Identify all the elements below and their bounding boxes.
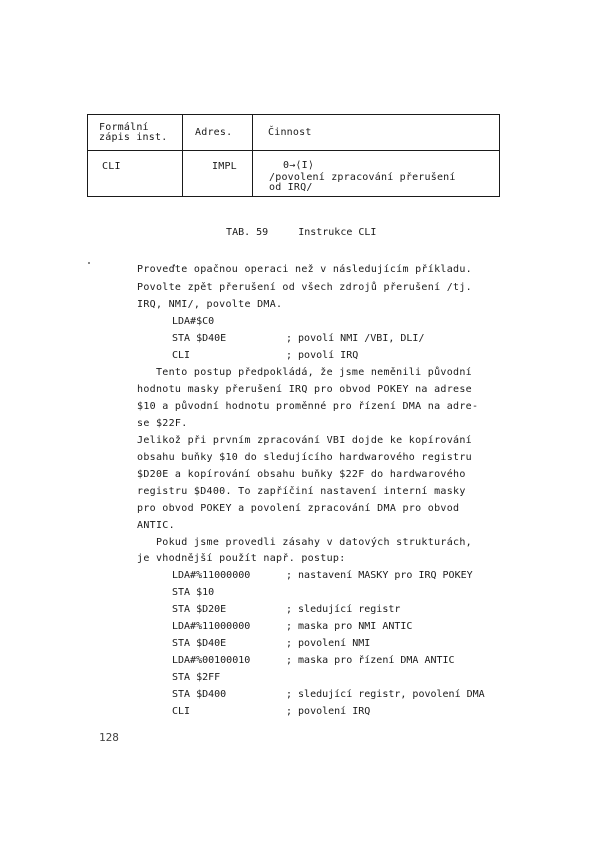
code-instruction: STA $D40E xyxy=(172,638,227,649)
paragraph-line: Proveďte opačnou operaci než v následujícím příkladu. xyxy=(137,264,472,275)
table-divider xyxy=(252,115,253,196)
code-instruction: STA $2FF xyxy=(172,672,221,683)
header-formal-notation: Formální zápis inst. xyxy=(99,122,168,143)
code-instruction: LDA#%11000000 xyxy=(172,570,251,581)
header-action: Činnost xyxy=(268,127,312,138)
table-divider xyxy=(88,150,499,151)
code-comment: ; maska pro řízení DMA ANTIC xyxy=(286,655,455,666)
instruction-table xyxy=(87,114,500,197)
paragraph-line: IRQ, NMI/, povolte DMA. xyxy=(137,299,283,310)
code-instruction: LDA#$C0 xyxy=(172,316,215,327)
code-comment: ; sledující registr, povolení DMA xyxy=(286,689,485,700)
paragraph-line: Jelikož při prvním zpracování VBI dojde ke kopírování xyxy=(137,435,472,446)
cell-addressing: IMPL xyxy=(212,161,237,172)
caption-label: TAB. xyxy=(226,227,251,238)
table-caption xyxy=(214,216,376,238)
paragraph-line: Pokud jsme provedli zásahy v datových strukturách, xyxy=(137,537,472,548)
paragraph-line: Povolte zpět přerušení od všech zdrojů přerušení /tj. xyxy=(137,282,472,293)
paragraph-line: hodnotu masky přerušení IRQ pro obvod POKEY na adrese xyxy=(137,384,472,395)
code-comment: ; maska pro NMI ANTIC xyxy=(286,621,413,632)
code-comment: ; povolení NMI xyxy=(286,638,371,649)
cell-action-desc: od IRQ/ xyxy=(269,182,313,193)
header-addressing: Adres. xyxy=(195,127,233,138)
code-instruction: LDA#%00100010 xyxy=(172,655,251,666)
paragraph-line: obsahu buňky $10 do sledujícího hardwarového registru xyxy=(137,452,472,463)
code-instruction: STA $D40E xyxy=(172,333,227,344)
page-number: 128 xyxy=(99,731,119,744)
paragraph-line: pro obvod POKEY a povolení zpracování DMA pro obvod xyxy=(137,503,460,514)
caption-title: Instrukce CLI xyxy=(298,227,377,238)
code-instruction: LDA#%11000000 xyxy=(172,621,251,632)
code-comment: ; povolí IRQ xyxy=(286,350,359,361)
cell-instruction: CLI xyxy=(102,161,121,172)
paragraph-line: registru $D400. To zapříčiní nastavení interní masky xyxy=(137,486,466,497)
code-instruction: CLI xyxy=(172,350,191,361)
cell-action-desc: /povolení zpracování přerušení xyxy=(269,172,456,183)
paragraph-line: $D20E a kopírování obsahu buňky $22F do hardwarového xyxy=(137,469,466,480)
scan-speck xyxy=(88,262,90,264)
table-divider xyxy=(182,115,183,196)
paragraph-line: je vhodnější použít např. postup: xyxy=(137,553,346,564)
code-instruction: CLI xyxy=(172,706,191,717)
code-instruction: STA $10 xyxy=(172,587,215,598)
cell-action-formula: 0→⟨I⟩ xyxy=(283,160,315,171)
paragraph-line: ANTIC. xyxy=(137,520,175,531)
code-comment: ; nastavení MASKY pro IRQ POKEY xyxy=(286,570,473,581)
code-comment: ; sledující registr xyxy=(286,604,401,615)
caption-number: 59 xyxy=(256,227,269,238)
code-instruction: STA $D400 xyxy=(172,689,227,700)
code-instruction: STA $D20E xyxy=(172,604,227,615)
paragraph-line: $10 a původní hodnotu proměnné pro řízení DMA na adre- xyxy=(137,401,479,412)
paragraph-line: se $22F. xyxy=(137,418,188,429)
paragraph-line: Tento postup předpokládá, že jsme neměnili původní xyxy=(137,367,472,378)
code-comment: ; povolí NMI /VBI, DLI/ xyxy=(286,333,425,344)
code-comment: ; povolení IRQ xyxy=(286,706,371,717)
